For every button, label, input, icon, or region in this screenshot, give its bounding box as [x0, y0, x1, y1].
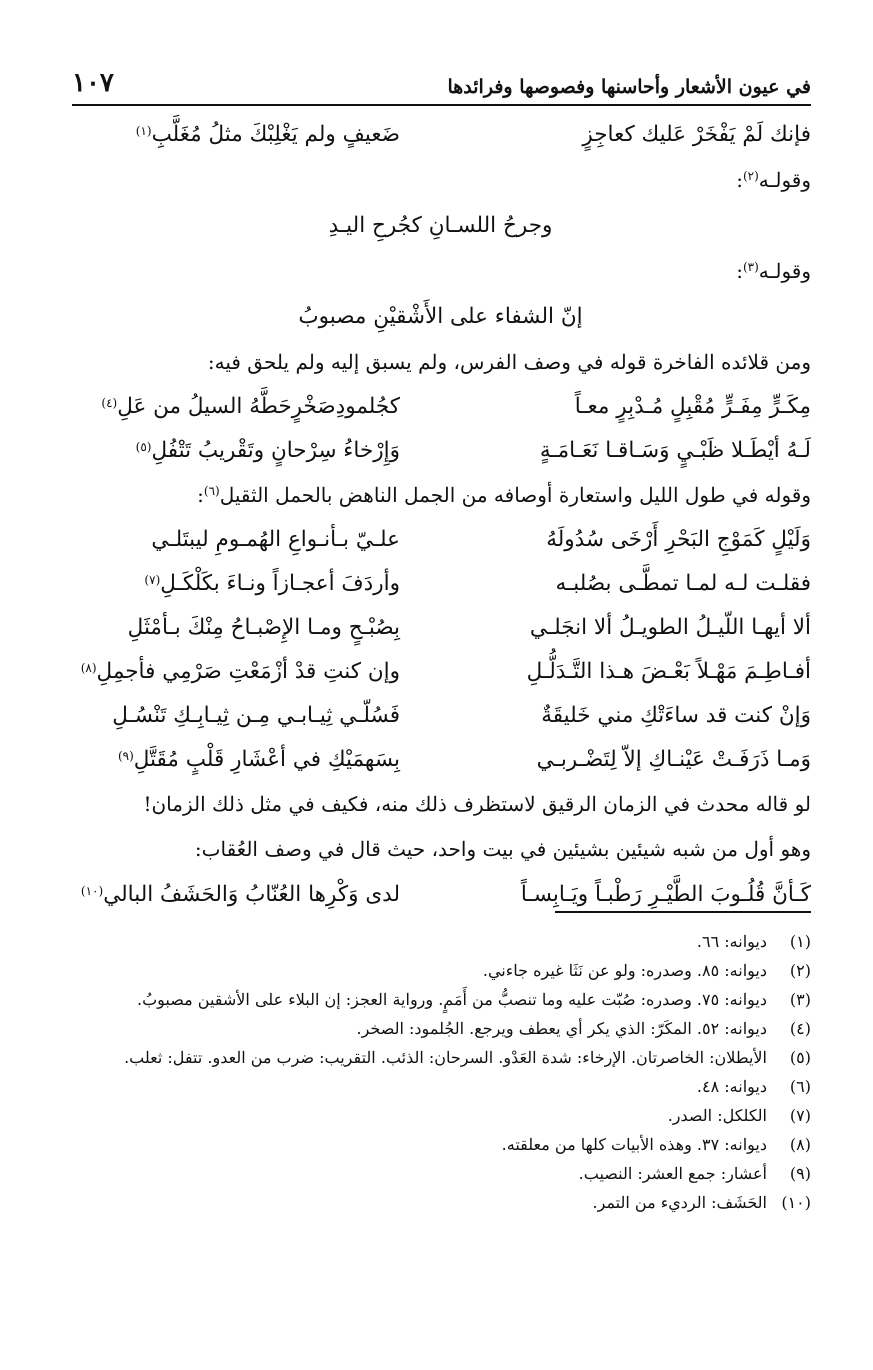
footnote-number: (٦): [789, 1077, 811, 1096]
footnote: [70, 1102, 811, 1130]
footnote-text: ديوانه: ٤٨.: [696, 1077, 767, 1096]
footnote-text: ديوانه: ٣٧. وهذه الأبيات كلها من معلقته.: [501, 1135, 767, 1154]
footnote-number: (٩): [789, 1164, 811, 1183]
verse-first-hemistich: وَإنْ كنت قد ساءَتْكِ مني خَليقَةٌ: [541, 703, 811, 728]
verse-line: [70, 694, 811, 738]
footnote-ref: (٧): [144, 573, 161, 587]
footnote-ref: (٨): [80, 661, 97, 675]
footnote-number: (٥): [789, 1048, 811, 1067]
verse-second-hemistich: لدى وَكْرِها العُنّابُ وَالحَشَفُ البالي$^{(١٠)}$: [80, 882, 400, 907]
footnote-text: الأيطلان: الخاصرتان. الإرخاء: شدة العَدْو. السرحان: الذئب. التقريب: ضرب من العدو. تتفل: ثعلب.: [124, 1048, 767, 1067]
verse-line: [70, 650, 811, 694]
verse-first-hemistich: وَمـا ذَرَفَـتْ عَيْنـاكِ إلاّ لِتَضْـربـي: [536, 747, 811, 772]
verse-second-hemistich: وأردَفَ أعجـازاً ونـاءَ بكَلْكَـلِ$^{(٧)}$: [144, 571, 400, 596]
verse-line: [70, 112, 811, 158]
verse-first-hemistich: كَـأنَّ قُلُـوبَ الطَّيْـرِ رَطْبـاً ويَـابِسـاً: [520, 882, 811, 907]
footnote-number: (٣): [789, 990, 811, 1009]
footnote-number: (١): [789, 932, 811, 951]
verse-second-hemistich: كجُلمودِصَخْرٍحَطَّهُ السيلُ من عَلِ$^{(٤)}$: [101, 394, 400, 419]
verse-fragment: إنّ الشفاء على الأَشْقيْنِ مصبوبُ: [298, 304, 583, 329]
intro-line: وقولـه$^{(٣)}$:: [736, 259, 811, 283]
verse-line: [70, 606, 811, 650]
running-title: في عيون الأشعار وأحاسنها وفصوصها وفرائدها: [447, 76, 811, 98]
verse-fragment: وجرحُ اللسـانِ كجُرحِ اليـدِ: [328, 213, 553, 238]
verse-line: [70, 385, 811, 429]
footnote-ref: (٥): [135, 440, 152, 454]
footnote: [70, 986, 811, 1014]
verse-second-hemistich: بِسَهمَيْكِ في أعْشَارِ قَلْبٍ مُقَتَّلِ$^{(٩)}$: [117, 747, 400, 772]
verse-second-hemistich: بِصُبْـحٍ ومـا الإِصْبـاحُ مِنْكَ بـأمْثَلِ: [127, 615, 400, 640]
verse-first-hemistich: لَـهُ أيْطَـلا ظَبْـيٍ وَسَـاقـا نَعَـامَـةٍ: [539, 438, 811, 463]
verse-first-hemistich: مِكَـرٍّ مِفَـرٍّ مُقْبِلٍ مُـدْبِرٍ معـاً: [574, 394, 811, 419]
footnote-text: ديوانه: ٦٦.: [696, 932, 767, 951]
footnote-number: (١٠): [781, 1193, 811, 1212]
footnote: [70, 1131, 811, 1159]
verse-second-hemistich: وإن كنتِ قدْ أزْمَعْتِ صَرْمِي فأجمِلِ$^{(٨)}$: [80, 659, 400, 684]
footnote-ref: (٢): [742, 169, 759, 183]
paragraph: ومن قلائده الفاخرة قوله في وصف الفرس، ولم يسبق إليه ولم يلحق فيه:: [207, 350, 811, 374]
verse-first-hemistich: فقلـت لـه لمـا تمطَّـى بصُلبـه: [555, 571, 811, 596]
footnote-ref: (١): [135, 124, 152, 138]
footnote-number: (٢): [789, 961, 811, 980]
verse-second-hemistich: وَإِرْخاءُ سِرْحانٍ وتَقْريبُ تَتْفُلِ$^{(٥)}$: [135, 438, 400, 463]
verse-second-hemistich: فَسُلّـي ثِيـابـي مِـن ثِيـابِـكِ تَنْسُـلِ: [112, 703, 400, 728]
footnote: [70, 1160, 811, 1188]
footnote-text: أعشار: جمع العشر: النصيب.: [578, 1164, 767, 1183]
verse-line: [70, 429, 811, 473]
verse-first-hemistich: وَلَيْلٍ كَمَوْجِ البَحْرِ أَرْخَى سُدُولَهُ: [546, 527, 811, 552]
footnote-ref: (١٠): [80, 884, 104, 898]
intro-line: وقولـه$^{(٢)}$:: [736, 168, 811, 192]
verse-second-hemistich: ضَعيفٍ ولم يَغْلِبْكَ مثلُ مُغَلَّبِ$^{(١)}$: [135, 122, 400, 147]
footnote-ref: (٩): [117, 749, 134, 763]
paragraph: وقوله في طول الليل واستعارة أوصافه من الجمل الناهض بالحمل الثقيل$^{(٦)}$:: [197, 483, 811, 507]
footnote-text: الكلكل: الصدر.: [667, 1106, 767, 1125]
footnote: [70, 1015, 811, 1043]
main-text: [70, 112, 811, 918]
verse-line: [70, 738, 811, 782]
paragraph: لو قاله محدث في الزمان الرقيق لاستظرف ذلك منه، فكيف في مثل ذلك الزمان!: [143, 792, 811, 816]
footnotes: [70, 928, 811, 1218]
verse-first-hemistich: أفـاطِـمَ مَهْـلاً بَعْـضَ هـذا التَّـدَلُّـلِ: [526, 659, 811, 684]
footnote-separator: [555, 911, 811, 913]
footnote: [70, 1044, 811, 1072]
page-header: [72, 58, 811, 106]
footnote-ref: (٤): [101, 396, 118, 410]
verse-first-hemistich: فإنك لَمْ يَفْخَرْ عَليك كعاجِزٍ: [582, 122, 811, 147]
footnote: [70, 957, 811, 985]
footnote-text: الحَشَف: الرديء من التمر.: [592, 1193, 767, 1212]
footnote-text: ديوانه: ٥٢. المكَرّ: الذي يكر أي يعطف ويرجع. الجُلمود: الصخر.: [356, 1019, 767, 1038]
footnote-text: ديوانه: ٨٥. وصدره: ولو عن نَثَا غيره جاءني.: [482, 961, 767, 980]
footnote-text: ديوانه: ٧٥. وصدره: صُبّت عليه وما تنصبُّ من أَمَمٍ. ورواية العجز: إن البلاء على الأشقين مصبوبُ.: [137, 990, 767, 1009]
verse-second-hemistich: علـيّ بـأنـواعِ الهُمـومِ ليبتَلـي: [151, 527, 400, 552]
footnote: [70, 1073, 811, 1101]
paragraph: وهو أول من شبه شيئين بشيئين في بيت واحد، حيث قال في وصف العُقاب:: [194, 837, 811, 861]
footnote-number: (٤): [789, 1019, 811, 1038]
footnote-number: (٨): [789, 1135, 811, 1154]
verse-line: [70, 562, 811, 606]
footnote-number: (٧): [789, 1106, 811, 1125]
verse-line: [70, 518, 811, 562]
verse-first-hemistich: ألا أيهـا اللّيـلُ الطويـلُ ألا انجَلـي: [529, 615, 811, 640]
page-number: ١٠٧: [72, 68, 114, 98]
footnote: [70, 1189, 811, 1217]
footnote: [70, 928, 811, 956]
footnote-ref: (٣): [742, 260, 759, 274]
footnote-ref: (٦): [203, 484, 220, 498]
